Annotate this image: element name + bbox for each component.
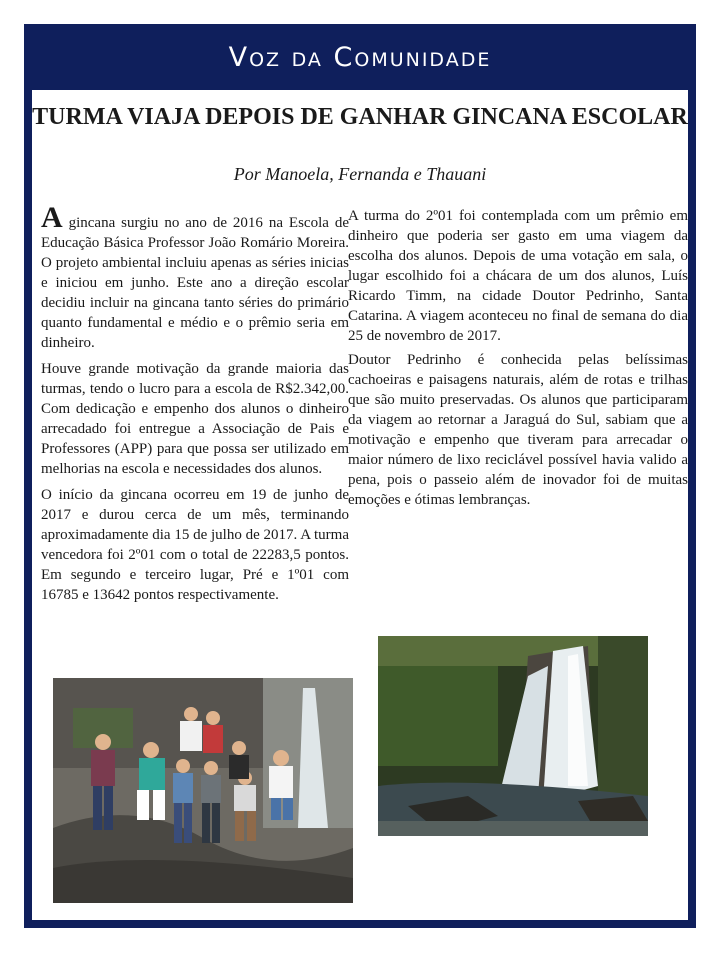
right-column [348, 206, 688, 514]
paragraph: Houve grande motivação da grande maioria das turmas, tendo o lucro para a escola de R$2.342,00. Com dedicação e empenho dos alunos o dinheiro arrecadado foi entregue a Associação de Pais e Professores (APP) para que possa ser utilizado em melhorias na escola e necessidades dos alunos. [41, 361, 349, 477]
newsletter-title: Voz da Comunidade [228, 41, 492, 73]
group-photo [53, 678, 353, 903]
paragraph: A turma do 2º01 foi contemplada com um prêmio em dinheiro que poderia ser gasto em uma viagem da escolha dos alunos. Depois de uma votação em sala, o lugar escolhido foi a chácara de um dos alunos, Luís Ricardo Timm, na cidade Doutor Pedrinho, Santa Catarina. A viagem aconteceu no final de semana do dia 25 de novembro de 2017. [348, 208, 688, 344]
paragraph-text: gincana surgiu no ano de 2016 na Escola de Educação Básica Professor João Romário Moreira. O projeto ambiental incluiu apenas as séries inicias e iniciou em junho. Este ano a direção escolar decidiu incluir na gincana tanto séries do primário quanto fundamental e médio e o prêmio seria em dinheiro. [41, 215, 349, 351]
paragraph: O início da gincana ocorreu em 19 de junho de 2017 e durou cerca de um mês, terminando aproximadamente dia 15 de julho de 2017. A turma vencedora foi 2º01 com o total de 22283,5 pontos. Em segundo e terceiro lugar, Pré e 1º01 com 16785 e 13642 pontos respectivamente. [41, 487, 349, 603]
drop-cap: A [41, 201, 63, 234]
paragraph [41, 201, 349, 353]
waterfall-photo [378, 636, 648, 836]
article-headline: TURMA VIAJA DEPOIS DE GANHAR GINCANA ESCOLAR [32, 104, 688, 130]
left-column [41, 201, 349, 611]
article-byline: Por Manoela, Fernanda e Thauani [233, 164, 487, 184]
article-panel [32, 90, 688, 920]
paragraph: Doutor Pedrinho é conhecida pelas belíssimas cachoeiras e paisagens naturais, além de rotas e trilhas que são muito preservadas. Os alunos que participaram da viagem ao retornar a Jaraguá do Sul, sabiam que a motivação e empenho que tiveram para arrecadar o maior número de lixo reciclável possível havia valido a pena, pois o passeio além de inovador foi de muitas emoções e ótimas lembranças. [348, 352, 688, 508]
page-frame [24, 24, 696, 928]
header-banner [24, 24, 696, 90]
